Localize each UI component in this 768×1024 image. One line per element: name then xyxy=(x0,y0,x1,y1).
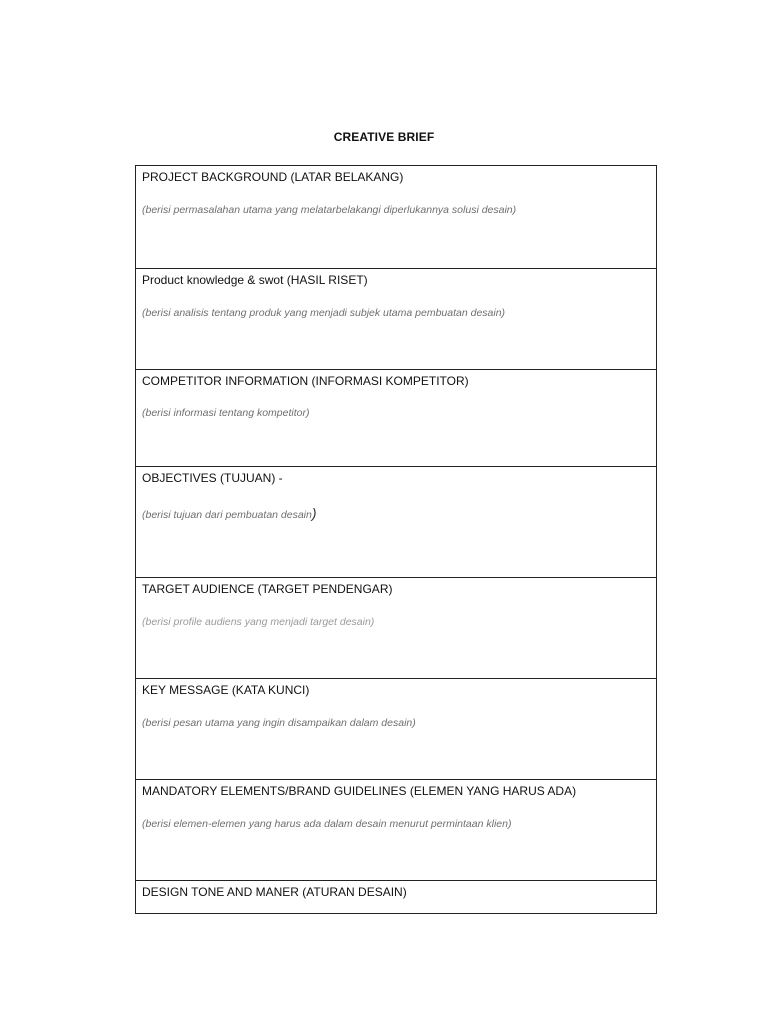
section-heading: Product knowledge & swot (HASIL RISET) xyxy=(142,273,368,287)
section-heading: KEY MESSAGE (KATA KUNCI) xyxy=(142,683,310,697)
section-competitor-information xyxy=(136,369,656,466)
section-heading: DESIGN TONE AND MANER (ATURAN DESAIN) xyxy=(142,885,407,899)
section-heading: OBJECTIVES (TUJUAN) - xyxy=(142,471,283,485)
section-mandatory-elements xyxy=(136,779,656,880)
section-heading: COMPETITOR INFORMATION (INFORMASI KOMPETITOR) xyxy=(142,374,469,388)
section-hint-line xyxy=(142,507,650,522)
creative-brief-table xyxy=(135,165,657,914)
section-heading: PROJECT BACKGROUND (LATAR BELAKANG) xyxy=(142,170,404,184)
section-hint: (berisi analisis tentang produk yang menjadi subjek utama pembuatan desain) xyxy=(142,307,506,319)
section-heading: TARGET AUDIENCE (TARGET PENDENGAR) xyxy=(142,582,393,596)
section-hint: (berisi tujuan dari pembuatan desain xyxy=(142,509,312,521)
section-hint: (berisi profile audiens yang menjadi target desain) xyxy=(142,616,375,628)
section-hint: (berisi permasalahan utama yang melatarbelakangi diperlukannya solusi desain) xyxy=(142,204,517,216)
section-hint: (berisi pesan utama yang ingin disampaikan dalam desain) xyxy=(142,717,416,729)
section-objectives xyxy=(136,466,656,577)
section-product-knowledge xyxy=(136,268,656,369)
section-hint: (berisi informasi tentang kompetitor) xyxy=(142,407,310,419)
section-key-message xyxy=(136,678,656,779)
section-hint: (berisi elemen-elemen yang harus ada dalam desain menurut permintaan klien) xyxy=(142,818,512,830)
section-heading: MANDATORY ELEMENTS/BRAND GUIDELINES (ELEMEN YANG HARUS ADA) xyxy=(142,784,577,798)
section-hint-paren: ) xyxy=(311,505,317,521)
section-target-audience xyxy=(136,577,656,678)
section-project-background xyxy=(136,166,656,268)
page-title: CREATIVE BRIEF xyxy=(333,130,435,144)
section-design-tone xyxy=(136,880,656,913)
